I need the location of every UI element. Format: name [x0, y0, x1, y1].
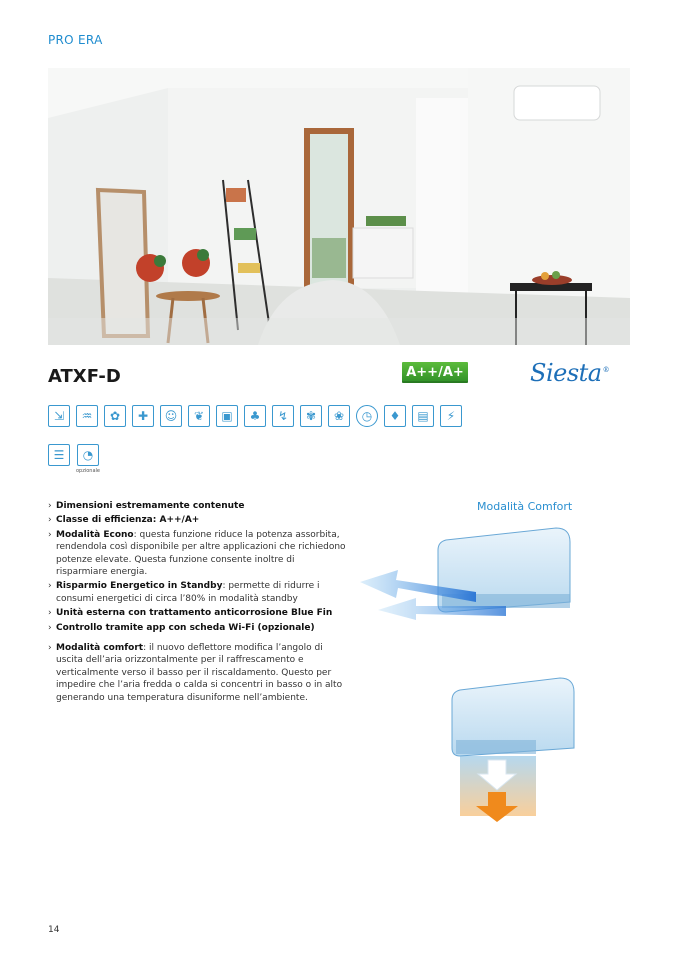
powerful-fan-icon: ❀	[328, 405, 350, 427]
optional-label: opzionale	[76, 468, 101, 474]
feature-item: › Controllo tramite app con scheda Wi-Fi (opzionale)	[48, 622, 348, 634]
remote-control-icon: ☰	[48, 444, 70, 466]
feature-item: › Classe di efficienza: A++/A+	[48, 514, 348, 526]
feature-item: › Modalità Econo: questa funzione riduce la potenza assorbita, rendendola così disponibile per altre applicazioni che richiedono potenze elevate. Questa funzione consente inoltre di risparmiare energia.	[48, 529, 348, 579]
feature-item: › Modalità comfort: il nuovo deflettore modifica l’angolo di uscita dell’aria orizzontalmente per il raffrescamento e verticalmente verso il basso per il riscaldamento. Questo per impedire che l’aria fredda o calda si concentri in basso o in alto generando una temperatura disuniforme nell’ambiente.	[48, 642, 348, 704]
feature-item: › Unità esterna con trattamento anticorrosione Blue Fin	[48, 607, 348, 619]
filter-icon: ▤	[412, 405, 434, 427]
swing-icon: ↯	[272, 405, 294, 427]
quiet-fan-icon: ✾	[300, 405, 322, 427]
warm-air-arrow	[460, 756, 536, 822]
feature-list	[48, 500, 348, 706]
product-model: ATXF-D	[48, 366, 121, 387]
comfort-airflow-icon: ✚	[132, 405, 154, 427]
fan-icon: ✿	[104, 405, 126, 427]
feature-icon-row-2	[48, 444, 100, 474]
section-label: PRO ERA	[48, 33, 103, 47]
feature-item: › Risparmio Energetico in Standby: permette di ridurre i consumi energetici di circa l’80% in modalità standby	[48, 580, 348, 605]
wifi-app-option	[76, 444, 100, 474]
timer-icon: ⇲	[48, 405, 70, 427]
comfort-mode-diagram	[356, 520, 586, 834]
energy-class-badge: A++/A+	[402, 362, 468, 383]
dry-icon: ♦	[384, 405, 406, 427]
bluefin-icon: ⚡	[440, 405, 462, 427]
product-photo	[48, 68, 630, 345]
heating-unit-illustration	[452, 678, 574, 756]
tree-icon: ♣	[244, 405, 266, 427]
page-number: 14	[48, 925, 60, 935]
feature-icon-row	[48, 405, 462, 427]
night-mode-icon: ❦	[188, 405, 210, 427]
cooling-unit-illustration	[438, 528, 570, 612]
comfort-diagram-title: Modalità Comfort	[477, 500, 573, 513]
person-icon: ☺	[160, 405, 182, 427]
24h-icon: ◷	[356, 405, 378, 427]
econo-icon: ♒	[76, 405, 98, 427]
feature-item: › Dimensioni estremamente contenute	[48, 500, 348, 512]
auto-icon: ▣	[216, 405, 238, 427]
series-brand-logo: Siesta®	[530, 359, 610, 387]
wifi-app-icon: ◔	[77, 444, 99, 466]
